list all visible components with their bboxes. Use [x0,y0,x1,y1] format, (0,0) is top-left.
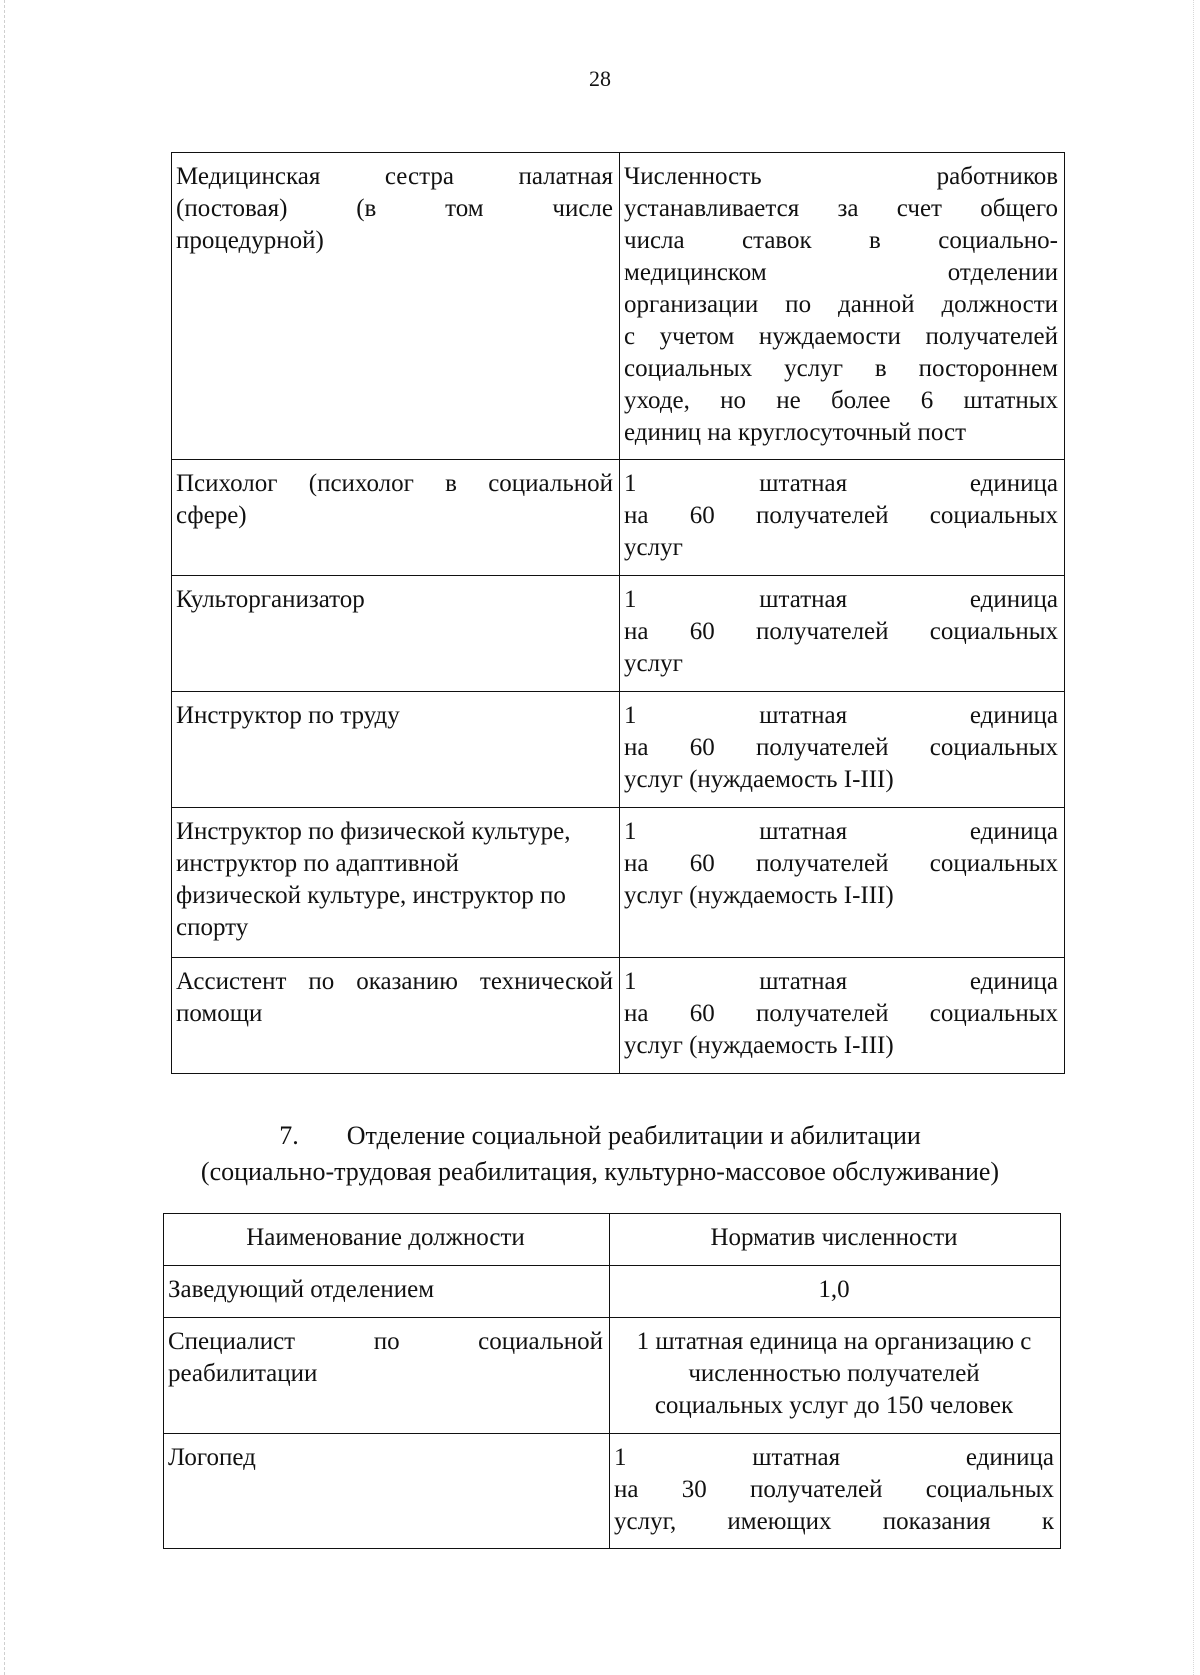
table-row [164,1266,1061,1318]
position-cell: Инструктор по физической культуре, инструктор по адаптивной физической культуре, инструктор по спорту [172,808,620,958]
position-cell: Специалист по социальной реабилитации [164,1318,610,1434]
norm-cell: 1 штатная единица на 60 получателей социальных услуг [620,576,1065,692]
scan-edge-right [1193,0,1194,1675]
norm-cell: 1,0 [610,1266,1061,1318]
position-cell: Культорганизатор [172,576,620,692]
page-number: 28 [589,66,611,91]
section-heading [0,1118,1200,1190]
position-cell: Инструктор по труду [172,692,620,808]
position-cell: Ассистент по оказанию технической помощи [172,958,620,1074]
department-staffing-table [163,1213,1061,1549]
scan-edge-left [4,0,5,1675]
column-header-position: Наименование должности [164,1214,610,1266]
table-row [172,808,1065,958]
section-number: 7. [279,1121,299,1150]
norm-cell: 1 штатная единица на 60 получателей социальных услуг (нуждаемость I-III) [620,808,1065,958]
norm-cell: 1 штатная единица на 60 получателей социальных услуг (нуждаемость I-III) [620,692,1065,808]
table-header-row [164,1214,1061,1266]
column-header-norm: Норматив численности [610,1214,1061,1266]
position-cell: Заведующий отделением [164,1266,610,1318]
norm-cell: 1 штатная единица на 60 получателей социальных услуг [620,460,1065,576]
table-row [172,576,1065,692]
norm-cell: 1 штатная единица на 60 получателей социальных услуг (нуждаемость I-III) [620,958,1065,1074]
section-title-line-1 [0,1118,1200,1154]
table-row [164,1434,1061,1549]
position-cell: Логопед [164,1434,610,1549]
table-row [164,1318,1061,1434]
table-row [172,692,1065,808]
norm-cell: 1 штатная единица на организацию с численностью получателей социальных услуг до 150 человек [610,1318,1061,1434]
norm-cell: 1 штатная единица на 30 получателей социальных услуг, имеющих показания к [610,1434,1061,1549]
staffing-table-continued [171,152,1065,1074]
table-row [172,460,1065,576]
norm-cell: Численность работников устанавливается за счет общего числа ставок в социально- медицинском отделении организации по данной должности с учетом нуждаемости получателей социальных услуг в постороннем уходе, но не более 6 штатных единиц на круглосуточный пост [620,153,1065,460]
position-cell: Медицинская сестра палатная (постовая) (в том числе процедурной) [172,153,620,460]
table-row [172,958,1065,1074]
position-cell: Психолог (психолог в социальной сфере) [172,460,620,576]
section-title: Отделение социальной реабилитации и абилитации [346,1121,921,1150]
section-subtitle: (социально-трудовая реабилитация, культурно-массовое обслуживание) [200,1157,1000,1186]
table-row [172,153,1065,460]
